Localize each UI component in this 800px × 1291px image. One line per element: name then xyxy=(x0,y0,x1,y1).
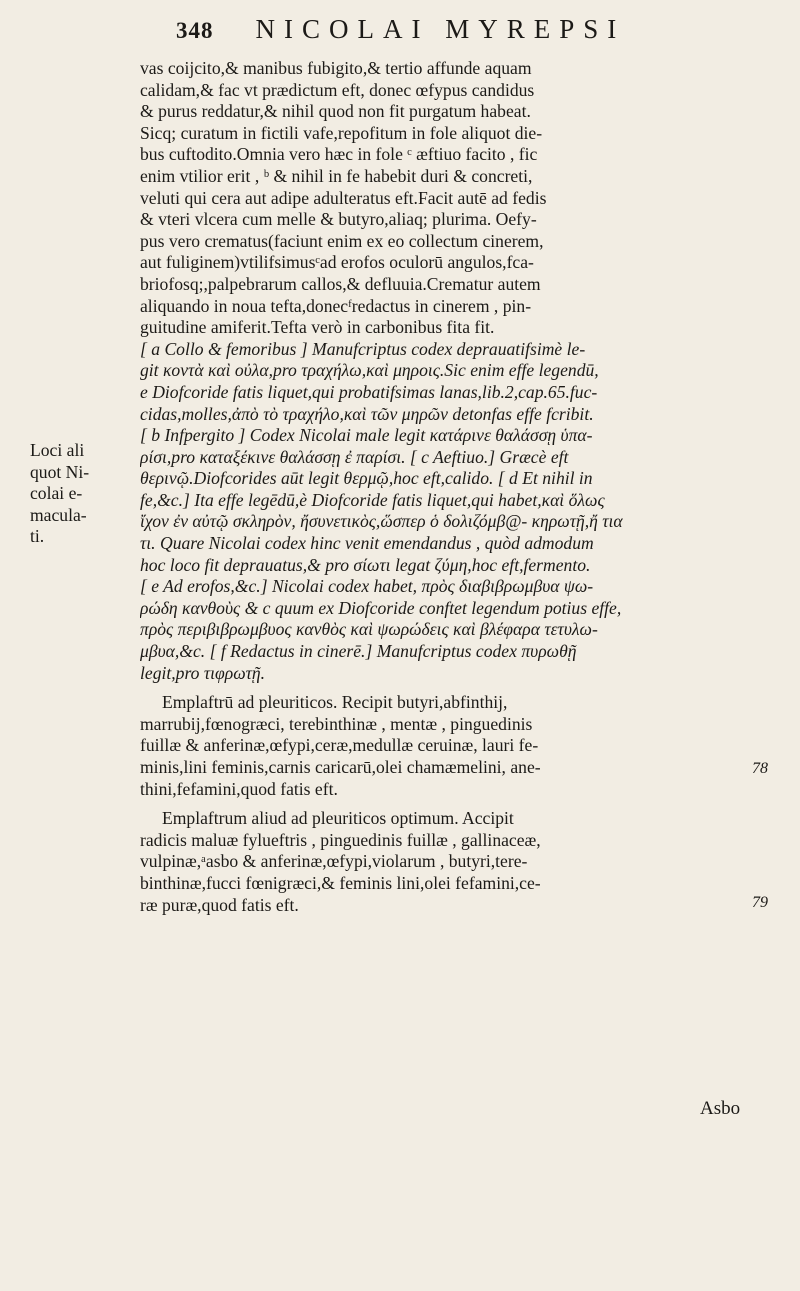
body-line: aut fuliginem)vtilifsimusᶜad erofos oculorū angulos,fca- xyxy=(140,252,534,273)
running-head xyxy=(176,14,736,45)
commentary-line: μβυα,&c. [ f Redactus in cinerē.] Manufcriptus codex πυρωθῇ xyxy=(140,641,577,662)
body-line: vas coijcito,& manibus fubigito,& tertio affunde aquam xyxy=(140,58,532,78)
commentary-line: πρὸς περιβιβρωμβυος κανθὸς καὶ ψωρώδεις καὶ βλέφαρα τετυλω- xyxy=(140,619,598,640)
emplastrum-line: Emplaftrum aliud ad pleuriticos optimum. Accipit xyxy=(162,808,514,829)
emplastrum-line: fuillæ & anferinæ,œfypi,ceræ,medullæ ceruinæ, lauri fe- xyxy=(140,735,539,756)
commentary-line: cidas,molles,ἀπὸ τὸ τραχήλο,καὶ τῶν μηρῶν detonfas effe fcribit. xyxy=(140,403,594,424)
commentary-line: fe,&c.] Ita effe legēdū,è Diofcoride fatis liquet,qui habet,καὶ ὅλως xyxy=(140,489,605,510)
recipe-number: 78 xyxy=(752,760,768,777)
emplastrum-line: binthinæ,fucci fœnigræci,& feminis lini,olei fefamini,ce- xyxy=(140,872,541,893)
emplastrum-line: minis,lini feminis,carnis caricarū,olei chamæmelini, ane- xyxy=(140,757,541,777)
recipe-number: 79 xyxy=(752,894,768,911)
commentary-line: [ e Ad erofos,&c.] Nicolai codex habet, πρὸς διαβιβρωμβυα ψω- xyxy=(140,576,594,597)
emplastrum-line: vulpinæ,ᵃasbo & anferinæ,œfypi,violarum , butyri,tere- xyxy=(140,851,528,872)
body-line: enim vtilior erit , ᵇ & nihil in fe habebit duri & concreti, xyxy=(140,165,533,186)
commentary-line: [ a Collo & femoribus ] Manufcriptus codex deprauatifsimè le- xyxy=(140,338,586,359)
commentary-line: legit,pro τιφρωτῇ. xyxy=(140,662,266,683)
emplastrum-line: ræ puræ,quod fatis eft. xyxy=(140,894,299,915)
emplastrum-line: Emplaftrū ad pleuriticos. Recipit butyri,abfinthij, xyxy=(162,692,508,713)
commentary-line: ρώδη κανθοὺς & c quum ex Diofcoride conftet legendum potius effe, xyxy=(140,597,622,618)
emplastrum-line: radicis maluæ fylueftris , pinguedinis fuillæ , gallinaceæ, xyxy=(140,829,541,850)
body-line: & vteri vlcera cum melle & butyro,aliaq; plurima. Oefy- xyxy=(140,209,537,230)
commentary-line: hoc loco fit deprauatus,& pro σίωτι legat ζύμη,hoc eft,fermento. xyxy=(140,554,591,575)
catchword: Asbo xyxy=(700,1098,741,1119)
body-line: pus vero crematus(faciunt enim ex eo collectum cinerem, xyxy=(140,230,544,251)
body-line: bus cuftodito.Omnia vero hæc in fole ᶜ æftiuo facito , fic xyxy=(140,144,538,165)
page-number: 348 xyxy=(176,18,214,43)
running-title: NICOLAI MYREPSI xyxy=(255,14,626,44)
commentary-line: ρίσι,pro καταξέκινε θαλάσσῃ ἐ παρίσι. [ c Aeftiuo.] Græcè eft xyxy=(140,446,569,467)
commentary-line: τι. Quare Nicolai codex hinc venit emendandus , quòd admodum xyxy=(140,533,594,554)
body-line: briofosq;,palpebrarum callos,& defluuia.Crematur autem xyxy=(140,273,541,294)
commentary-line: git κοντὰ καὶ οὐλα,pro τραχήλω,καὶ μηροις.Sic enim effe legendū, xyxy=(140,360,599,381)
body-line: & purus reddatur,& nihil quod non fit purgatum habeat. xyxy=(140,101,531,122)
margin-note-line: Loci ali xyxy=(30,440,85,460)
commentary-line: [ b Infpergito ] Codex Nicolai male legit κατάρινε θαλάσσῃ ὑπα- xyxy=(140,425,593,446)
commentary-line: ἴχον ἐν αὐτῷ σκληρὸν, ἤσυνετικὸς,ὥσπερ ὁ δολιζόμβ@- κηρωτῇ,ἤ τια xyxy=(140,511,623,532)
body-line: calidam,& fac vt prædictum eft, donec œfypus candidus xyxy=(140,79,535,100)
margin-note-line: colai e- xyxy=(30,483,83,504)
body-line: guitudine amiferit.Tefta verò in carbonibus fita fit. xyxy=(140,317,495,338)
body-line: veluti qui cera aut adipe adulteratus eft.Facit autē ad fedis xyxy=(140,187,547,208)
commentary-line: e Diofcoride fatis liquet,qui probatifsimas lanas,lib.2,cap.65.fuc- xyxy=(140,381,598,402)
commentary-line: θερινῷ.Diofcorides aūt legit θερμῷ,hoc eft,calido. [ d Et nihil in xyxy=(140,468,593,489)
margin-note-line: ti. xyxy=(30,526,45,547)
body-line: aliquando in noua tefta,donecᶠredactus in cinerem , pin- xyxy=(140,295,532,316)
emplastrum-line: marrubij,fœnogræci, terebinthinæ , mentæ , pinguedinis xyxy=(140,713,533,734)
main-text xyxy=(140,58,765,916)
emplastrum-line: thini,fefamini,quod fatis eft. xyxy=(140,778,338,799)
margin-note-line: macula- xyxy=(30,504,87,525)
margin-note-line: quot Ni- xyxy=(30,461,90,482)
margin-note xyxy=(30,440,130,548)
body-line: Sicq; curatum in fictili vafe,repofitum in fole aliquot die- xyxy=(140,122,543,143)
